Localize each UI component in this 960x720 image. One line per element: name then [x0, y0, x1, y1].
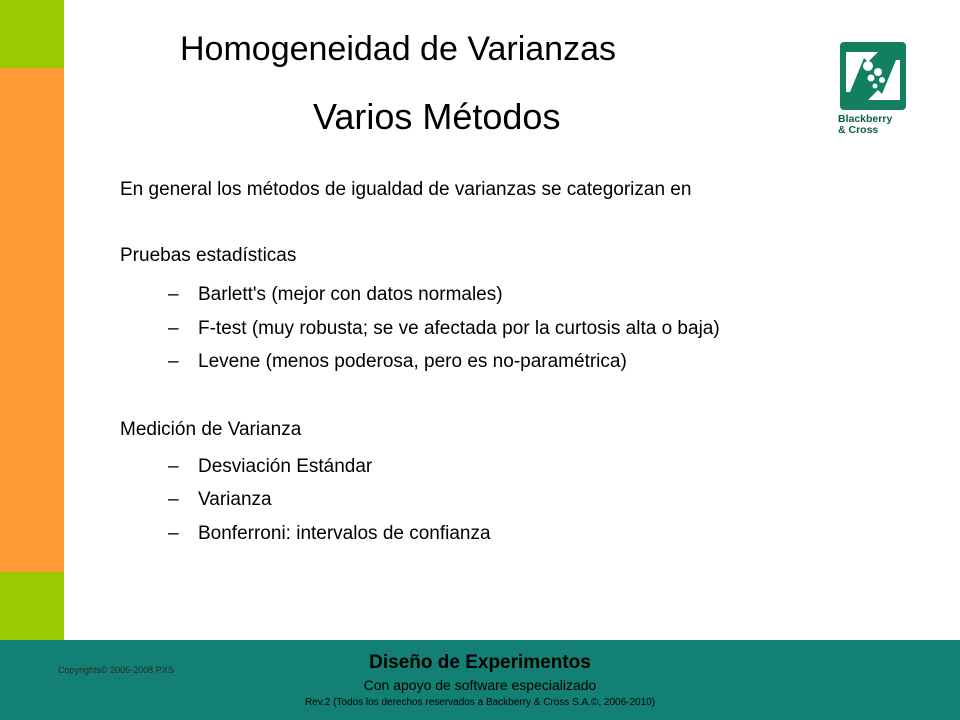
list-item-text: Varianza	[198, 489, 272, 510]
company-logo	[838, 40, 920, 136]
footer-title: Diseño de Experimentos	[369, 652, 591, 673]
list-item-text: Barlett's (mejor con datos normales)	[198, 284, 503, 305]
accent-green-top	[0, 0, 64, 68]
footer-revision: Rev.2 (Todos los derechos reservados a Backberry & Cross S.A.©, 2006-2010)	[304, 697, 656, 708]
slide-title: Homogeneidad de Varianzas	[180, 30, 616, 68]
section-heading-pruebas: Pruebas estadísticas	[120, 245, 297, 266]
logo-line-1: Blackberry	[838, 113, 893, 125]
list-item-text: Bonferroni: intervalos de confianza	[198, 523, 491, 544]
list-item	[168, 351, 627, 373]
list-item	[168, 489, 272, 511]
bullet-dash: –	[168, 489, 179, 510]
list-item-text: Desviación Estándar	[198, 456, 373, 477]
list-item	[168, 284, 503, 306]
list-item-text: F-test (muy robusta; se ve afectada por la curtosis alta o baja)	[198, 318, 720, 339]
footer-bar	[0, 640, 960, 720]
copyright-text: Copyrights© 2005-2008 PXS	[58, 665, 174, 675]
bullet-dash: –	[168, 351, 179, 372]
accent-green-bottom	[0, 572, 64, 640]
footer-subtitle: Con apoyo de software especializado	[363, 677, 597, 693]
bullet-dash: –	[168, 523, 179, 544]
left-accent-bar	[0, 0, 64, 720]
bullet-dash: –	[168, 456, 179, 477]
intro-text: En general los métodos de igualdad de varianzas se categorizan en	[120, 179, 692, 200]
logo-wordmark	[838, 114, 892, 136]
bullet-dash: –	[168, 284, 179, 305]
bullet-dash: –	[168, 318, 179, 339]
accent-orange	[0, 68, 64, 572]
list-item	[168, 318, 720, 340]
list-item	[168, 523, 491, 545]
slide-subtitle: Varios Métodos	[313, 96, 561, 137]
logo-mark-icon	[838, 40, 908, 112]
section-heading-medicion: Medición de Varianza	[120, 419, 302, 440]
list-item	[168, 456, 372, 478]
list-item-text: Levene (menos poderosa, pero es no-paramétrica)	[198, 351, 627, 372]
logo-line-2: & Cross	[838, 124, 879, 136]
